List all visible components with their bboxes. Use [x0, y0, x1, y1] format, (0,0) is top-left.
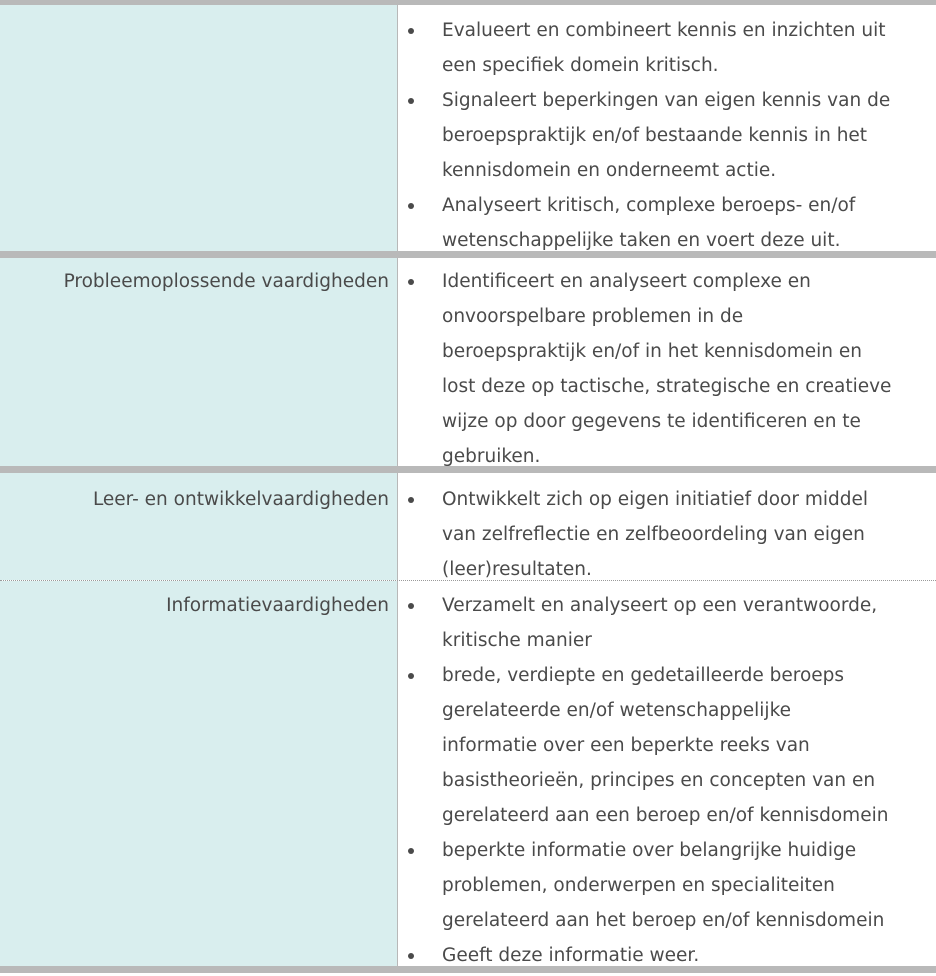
- table-row: [0, 5, 936, 251]
- row-content: [398, 581, 936, 966]
- row-separator: [0, 966, 936, 973]
- bullet-list: [398, 581, 936, 966]
- table-row: [0, 473, 936, 580]
- bullet-item: Evalueert en combineert kennis en inzichten uit een specifiek domein kritisch.: [398, 13, 936, 83]
- table-row: [0, 581, 936, 966]
- bullet-item: Verzamelt en analyseert op een verantwoorde, kritische manier: [398, 588, 936, 658]
- row-label: Leer- en ontwikkelvaardigheden: [0, 473, 398, 580]
- bullet-item: Geeft deze informatie weer.: [398, 938, 936, 966]
- bullet-item: beperkte informatie over belangrijke huidige problemen, onderwerpen en specialiteiten gerelateerd aan het beroep en/of kennisdomein: [398, 833, 936, 938]
- bullet-list: [398, 5, 936, 251]
- row-content: [398, 473, 936, 580]
- bullet-list: [398, 473, 936, 580]
- bullet-item: Analyseert kritisch, complexe beroeps- en/of wetenschappelijke taken en voert deze uit.: [398, 188, 936, 251]
- row-separator: [0, 466, 936, 473]
- bullet-list: [398, 258, 936, 466]
- row-label: Probleemoplossende vaardigheden: [0, 258, 398, 466]
- row-label: Informatievaardigheden: [0, 581, 398, 966]
- table-row: [0, 258, 936, 466]
- row-content: [398, 5, 936, 251]
- row-label: [0, 5, 398, 251]
- bullet-item: Signaleert beperkingen van eigen kennis van de beroepspraktijk en/of bestaande kennis in het kennisdomein en onderneemt actie.: [398, 83, 936, 188]
- row-separator: [0, 251, 936, 258]
- row-content: [398, 258, 936, 466]
- bullet-item: brede, verdiepte en gedetailleerde beroeps gerelateerde en/of wetenschappelijke informatie over een beperkte reeks van basistheorieën, principes en concepten van en gerelateerd aan een beroep en/of kennisdomein: [398, 658, 936, 833]
- bullet-item: Identificeert en analyseert complexe en onvoorspelbare problemen in de beroepspraktijk en/of in het kennisdomein en lost deze op tactische, strategische en creatieve wijze op door gegevens te identificeren en te gebruiken.: [398, 264, 936, 466]
- bullet-item: Ontwikkelt zich op eigen initiatief door middel van zelfreflectie en zelfbeoordeling van eigen (leer)resultaten.: [398, 482, 936, 580]
